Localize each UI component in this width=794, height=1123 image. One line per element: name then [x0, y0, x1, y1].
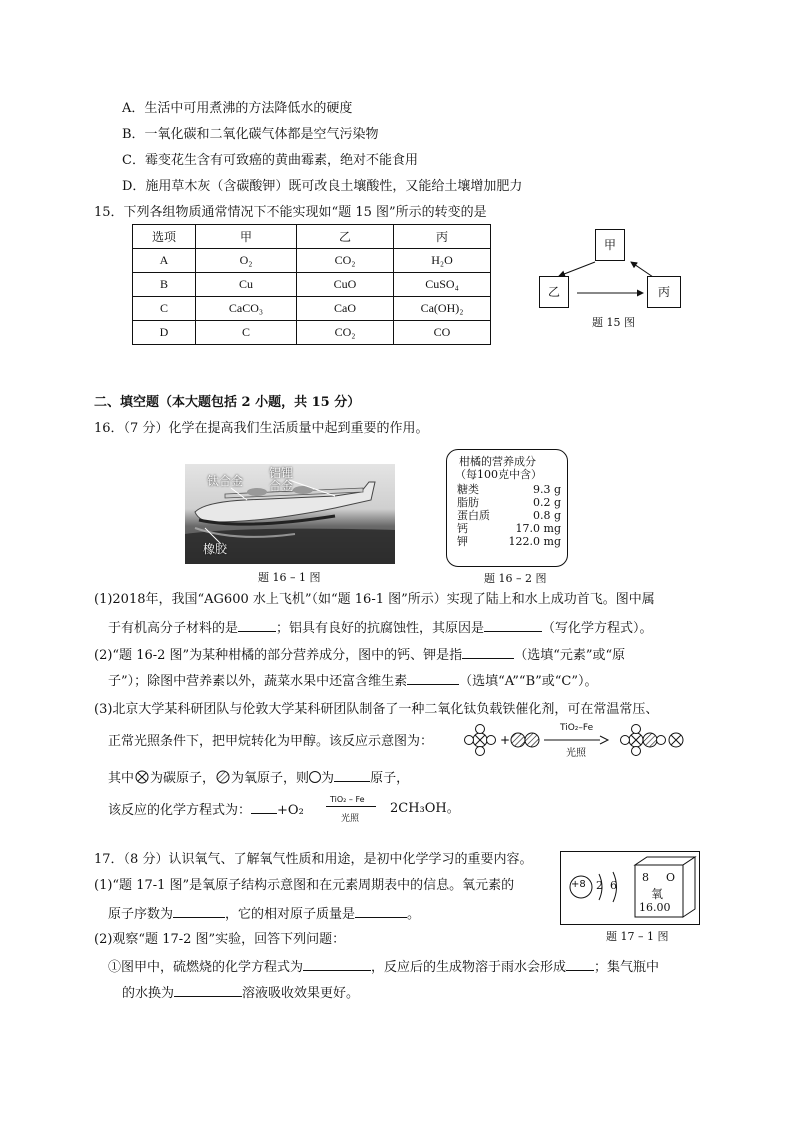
- q16-stem: 16．（7 分）化学在提高我们生活质量中起到重要的作用。: [94, 421, 429, 436]
- q14-option-c: C．霉变花生含有可致癌的黄曲霉素，绝对不能食用: [122, 153, 418, 168]
- answer-blank[interactable]: [334, 768, 370, 782]
- table-cell: CO₂: [297, 249, 394, 273]
- label-rubber: 橡胶: [203, 542, 228, 556]
- cycle-node-yi: 乙: [539, 276, 569, 308]
- nutrient-value: 9.3 g: [532, 483, 561, 496]
- answer-blank[interactable]: [484, 618, 542, 632]
- nutrition-subtitle: （每100克中含）: [455, 468, 542, 481]
- nutrition-row: [457, 522, 561, 535]
- q16-part3-text: 原子，: [370, 771, 410, 786]
- q16-equation-product: 2CH₃OH。: [390, 801, 460, 816]
- table-header: 乙: [297, 225, 394, 249]
- q16-part1-text: 于有机高分子材料的是: [108, 621, 239, 636]
- nutrient-value: 0.2 g: [532, 496, 561, 509]
- q16-part3-line1: (3)北京大学某科研团队与伦敦大学某科研团队制备了一种二氧化钛负载铁催化剂，可在常温常压、: [94, 702, 659, 717]
- cycle-node-bing: 丙: [647, 276, 681, 308]
- table-cell: B: [133, 273, 196, 297]
- table-cell: CuSO₄: [394, 273, 491, 297]
- table-row: [133, 273, 491, 297]
- q17-part2-text: 溶液吸收效果更好。: [242, 986, 360, 1001]
- nutrition-title: 柑橘的营养成分: [459, 455, 536, 468]
- hydrogen-atom-icon: [309, 771, 321, 783]
- answer-blank[interactable]: [566, 957, 594, 971]
- fig17-1-caption: 题 17 – 1 图: [606, 930, 669, 943]
- fig15-caption: 题 15 图: [592, 316, 635, 329]
- q16-part3-text: 为碳原子，: [150, 771, 216, 786]
- answer-blank[interactable]: [303, 957, 371, 971]
- q17-part2-1-line1: [108, 957, 659, 977]
- label-al-li-2: 合金: [269, 479, 294, 493]
- shell-1-electrons: 2: [596, 879, 603, 892]
- nutrient-value: 17.0 mg: [515, 522, 561, 535]
- table-header: 选项: [133, 225, 196, 249]
- nutrient-name: 脂肪: [457, 496, 479, 509]
- q17-part1-text: ，它的相对原子质量是: [225, 907, 356, 922]
- q16-part2-text: （选填“A”“B”或“C”）。: [459, 674, 598, 689]
- q16-part1-text: ；铝具有良好的抗腐蚀性，其原因是: [276, 621, 485, 636]
- q16-part3-line4: [108, 800, 304, 820]
- carbon-atom-icon: [134, 770, 150, 784]
- table-row: [133, 249, 491, 273]
- table-row: [133, 297, 491, 321]
- element-symbol: O: [666, 871, 676, 884]
- table-cell: CO: [394, 321, 491, 345]
- q17-part2-text: ，反应后的生成物溶于雨水会形成: [371, 960, 567, 975]
- q16-part3-line2: 正常光照条件下，把甲烷转化为甲醇。该反应示意图为：: [108, 734, 434, 749]
- nutrient-name: 糖类: [457, 483, 479, 496]
- nutrient-name: 钙: [457, 522, 468, 535]
- label-al-li-1: 铝锂: [269, 466, 294, 480]
- q16-part3-text: 其中: [108, 771, 135, 786]
- nutrition-row: [457, 496, 561, 509]
- answer-blank[interactable]: [462, 645, 514, 659]
- table-cell: C: [133, 297, 196, 321]
- table-cell: CO₂: [297, 321, 394, 345]
- fig17-1-frame: [560, 851, 700, 925]
- nutrient-value: 122.0 mg: [508, 535, 561, 548]
- element-mass: 16.00: [639, 901, 671, 914]
- table-cell: O₂: [196, 249, 297, 273]
- table-header: 甲: [196, 225, 297, 249]
- q17-part2-text: ①图甲中，硫燃烧的化学方程式为: [108, 960, 304, 975]
- q16-part3-text: 为氧原子，则: [231, 771, 310, 786]
- fig16-2-caption: 题 16 – 2 图: [484, 572, 547, 585]
- table-cell: C: [196, 321, 297, 345]
- light-label-small: 光照: [341, 814, 360, 824]
- nutrient-value: 0.8 g: [532, 509, 561, 522]
- answer-blank[interactable]: [173, 904, 225, 918]
- nutrition-row: [457, 535, 561, 548]
- table-cell: D: [133, 321, 196, 345]
- table-cell: A: [133, 249, 196, 273]
- cycle-node-jia: 甲: [595, 229, 625, 261]
- shell-2-electrons: 6: [610, 879, 617, 892]
- q16-part2-text: （选填“元素”或“原: [514, 648, 626, 663]
- svg-text:+: +: [500, 733, 511, 747]
- q17-part2: (2)观察“题 17-2 图”实验，回答下列问题：: [94, 932, 346, 947]
- table-cell: Ca(OH)₂: [394, 297, 491, 321]
- q16-part3-text: 为: [321, 771, 335, 786]
- q17-part2-text: 的水换为: [122, 986, 175, 1001]
- table-row: [133, 321, 491, 345]
- q17-part2-1-line2: [122, 983, 359, 1003]
- answer-blank[interactable]: [251, 800, 277, 814]
- q14-option-d: D．施用草木灰（含碳酸钾）既可改良土壤酸性，又能给土壤增加肥力: [122, 179, 523, 194]
- q17-stem: 17．（8 分）认识氧气、了解氧气性质和用途，是初中化学学习的重要内容。: [94, 852, 533, 867]
- q16-part1-line1: (1)2018年，我国“AG600 水上飞机”（如“题 16-1 图”所示）实现了陆上和水上成功首飞。图中属: [94, 592, 655, 607]
- q16-part3-text: 该反应的化学方程式为：: [108, 803, 252, 818]
- q16-part3-line3: [108, 768, 409, 788]
- nutrient-name: 钾: [457, 535, 468, 548]
- table-cell: H₂O: [394, 249, 491, 273]
- q14-option-a: A．生活中可用煮沸的方法降低水的硬度: [122, 101, 353, 116]
- section-title: 二、填空题（本大题包括 2 小题，共 15 分）: [94, 395, 361, 410]
- light-label: 光照: [566, 748, 586, 759]
- answer-blank[interactable]: [174, 983, 242, 997]
- q16-part1-text: （写化学方程式）。: [542, 621, 653, 636]
- table-cell: CuO: [297, 273, 394, 297]
- q17-part1-text: 原子序数为: [108, 907, 174, 922]
- q17-part1-line1: (1)“题 17-1 图”是氧原子结构示意图和在元素周期表中的信息。氧元素的: [94, 878, 515, 893]
- answer-blank[interactable]: [355, 904, 407, 918]
- q16-part2-line2: [108, 671, 598, 691]
- nucleus-charge: +8: [571, 879, 586, 890]
- table-header-row: [133, 225, 491, 249]
- nutrition-panel: [446, 449, 568, 567]
- nutrient-name: 蛋白质: [457, 509, 490, 522]
- q17-part1-line2: [108, 904, 420, 924]
- reaction-arrow-line: [326, 806, 376, 807]
- table-header: 丙: [394, 225, 491, 249]
- oxygen-atom-icon: [215, 770, 231, 784]
- q16-part1-line2: [108, 618, 653, 638]
- q17-part1-text: 。: [407, 907, 421, 922]
- nutrition-row: [457, 509, 561, 522]
- seaplane-photo: [185, 464, 395, 564]
- answer-blank[interactable]: [238, 618, 276, 632]
- fig16-1-caption: 题 16 – 1 图: [258, 571, 321, 584]
- label-titanium-alloy: 钛合金: [207, 474, 244, 488]
- answer-blank[interactable]: [407, 671, 459, 685]
- q17-part2-text: ；集气瓶中: [594, 960, 660, 975]
- methanol-molecule-icon: [621, 725, 684, 756]
- q16-part2-text: 子”）；除图中营养素以外，蔬菜水果中还富含维生素: [108, 674, 408, 689]
- element-number: 8: [642, 871, 649, 884]
- catalyst-label-small: TiO₂ – Fe: [330, 795, 365, 804]
- q16-part3-text: +O₂: [277, 803, 304, 818]
- methane-molecule-icon: [465, 725, 496, 756]
- q15-stem: 15．下列各组物质通常情况下不能实现如“题 15 图”所示的转变的是: [94, 205, 487, 220]
- q14-option-b: B．一氧化碳和二氧化碳气体都是空气污染物: [122, 127, 379, 142]
- table-cell: CaCO₃: [196, 297, 297, 321]
- table-cell: Cu: [196, 273, 297, 297]
- element-name: 氧: [651, 887, 664, 901]
- catalyst-label: TiO₂–Fe: [560, 723, 594, 733]
- oxygen-molecule-icon: [511, 733, 539, 747]
- q15-table: [132, 224, 491, 345]
- q16-part2-text: (2)“题 16-2 图”为某种柑橘的部分营养成分，图中的钙、钾是指: [94, 648, 463, 663]
- nutrition-row: [457, 483, 561, 496]
- table-cell: CaO: [297, 297, 394, 321]
- q16-part2-line1: [94, 645, 625, 665]
